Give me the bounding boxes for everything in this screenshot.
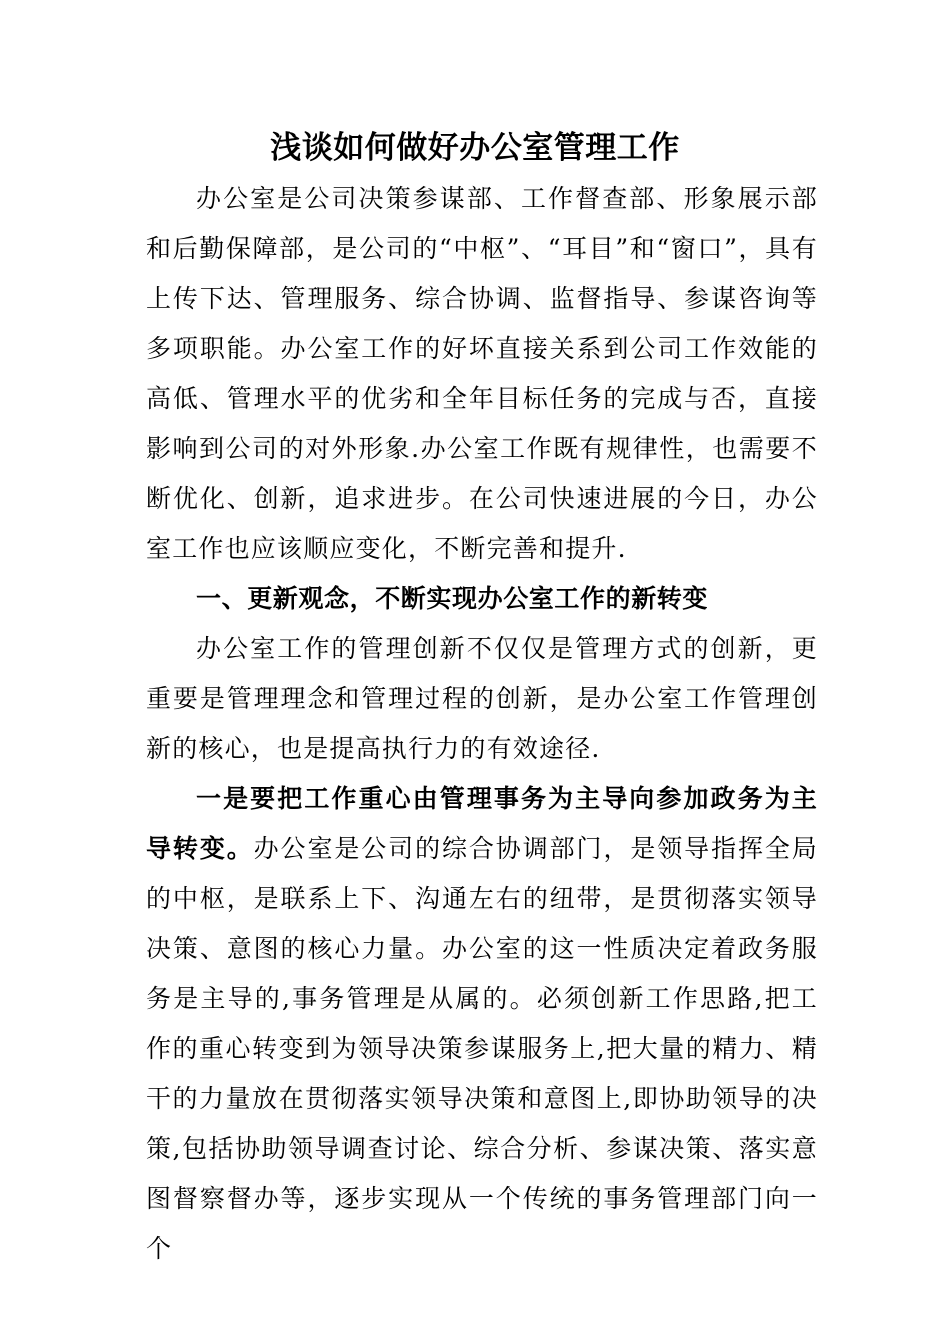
point-1-lead: 一是要把工作重心由管理事务为主导向参加政务为主导转变。 xyxy=(146,784,818,863)
document-body xyxy=(146,174,818,1274)
document-title: 浅谈如何做好办公室管理工作 xyxy=(270,130,680,166)
intro-paragraph: 办公室是公司决策参谋部、工作督查部、形象展示部和后勤保障部，是公司的“中枢”、“耳目”和“窗口”，具有上传下达、管理服务、综合协调、监督指导、参谋咨询等多项职能。办公室工作的好坏直接关系到公司工作效能的高低、管理水平的优劣和全年目标任务的完成与否，直接影响到公司的对外形象.办公室工作既有规律性，也需要不断优化、创新，追求进步。在公司快速进展的今日，办公室工作也应该顺应变化，不断完善和提升. xyxy=(146,184,818,563)
point-1-text: 办公室是公司的综合协调部门，是领导指挥全局的中枢，是联系上下、沟通左右的纽带，是贯彻落实领导决策、意图的核心力量。办公室的这一性质决定着政务服务是主导的,事务管理是从属的。必须创新工作思路,把工作的重心转变到为领导决策参谋服务上,把大量的精力、精干的力量放在贯彻落实领导决策和意图上,即协助领导的决策,包括协助领导调查讨论、综合分析、参谋决策、落实意图督察督办等，逐步实现从一个传统的事务管理部门向一个 xyxy=(146,834,818,1263)
section-heading-1: 一、更新观念，不断实现办公室工作的新转变 xyxy=(196,584,709,613)
point-1-paragraph xyxy=(146,774,818,1274)
section-1-paragraph: 办公室工作的管理创新不仅仅是管理方式的创新，更重要是管理理念和管理过程的创新，是办公室工作管理创新的核心，也是提高执行力的有效途径. xyxy=(146,634,818,763)
